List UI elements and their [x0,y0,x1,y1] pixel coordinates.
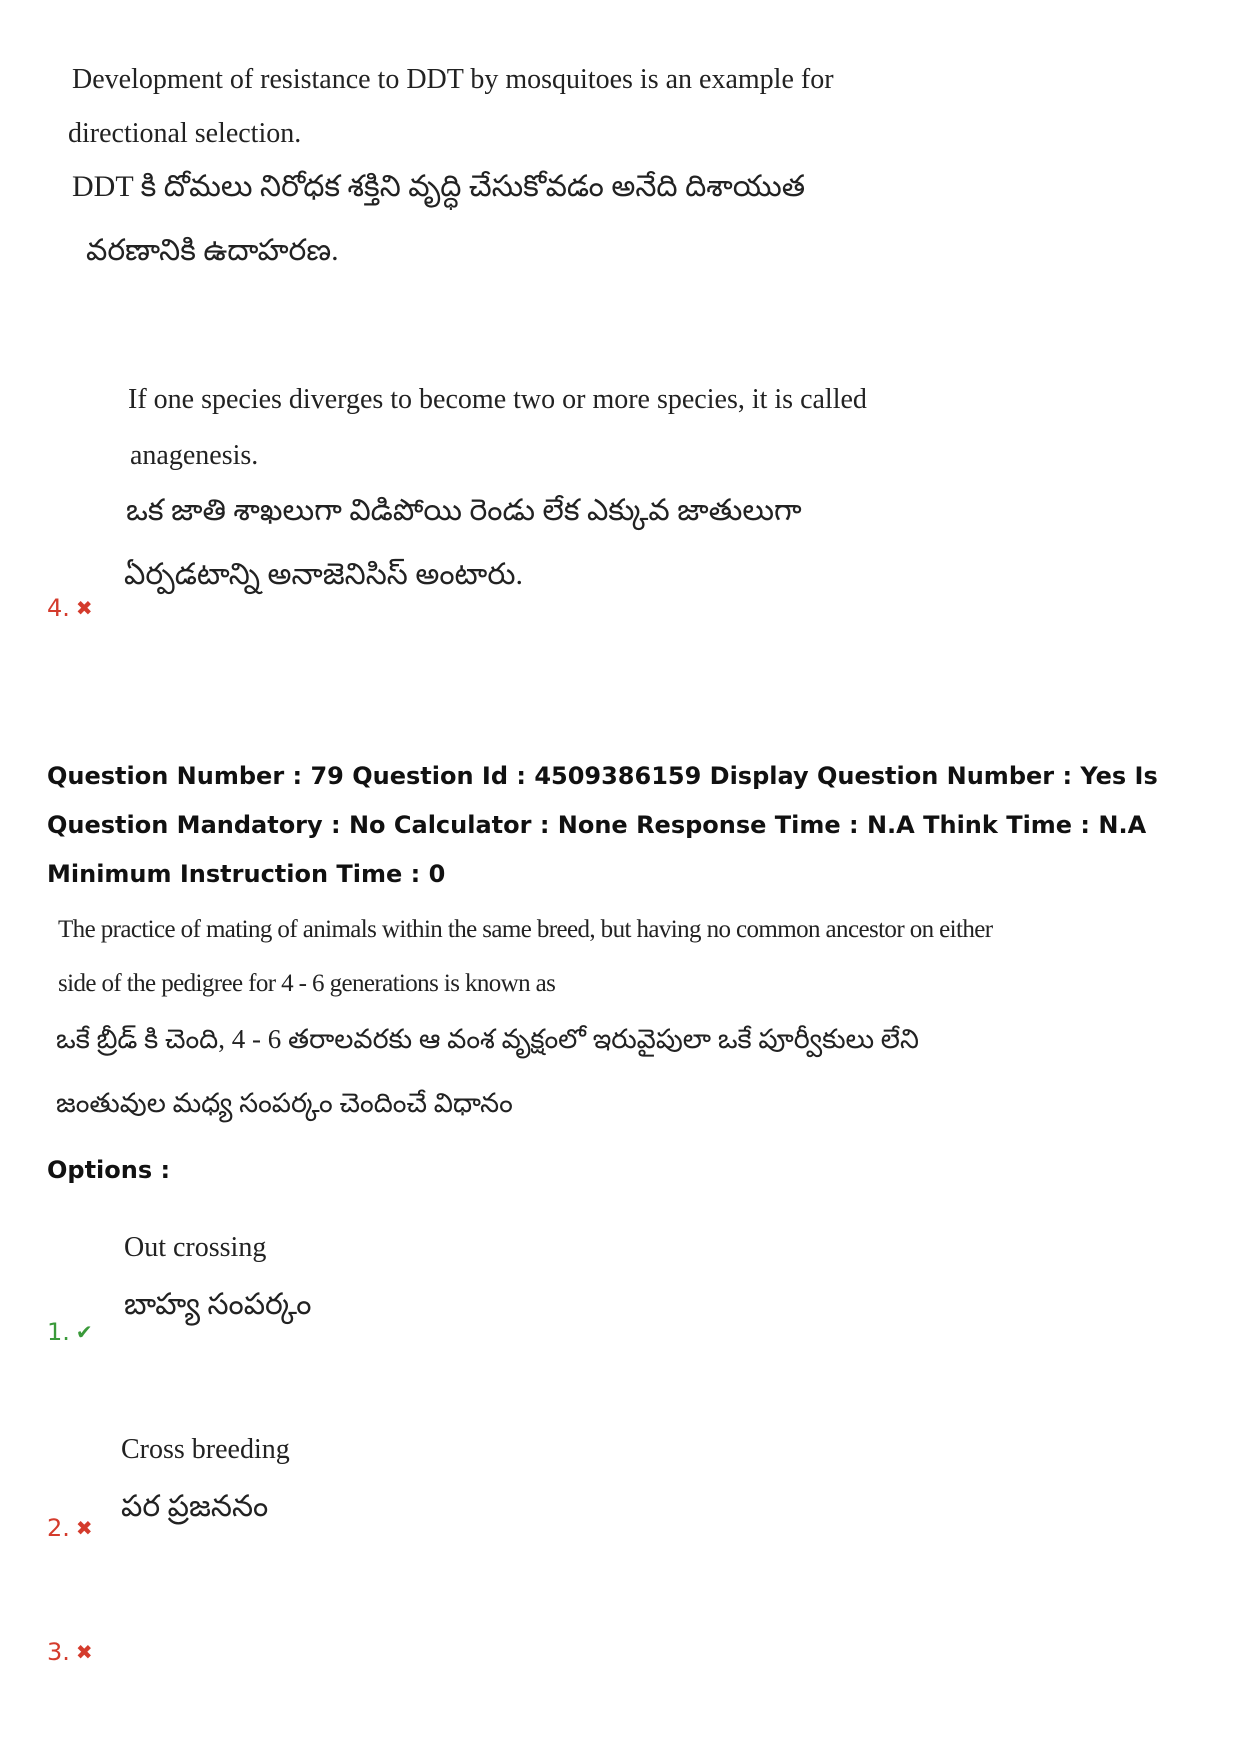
prev-option3-text-te-line1: DDT కి దోమలు నిరోధక శక్తిని వృద్ధి చేసుకోవడం అనేది దిశాయుత [72,170,806,203]
option1-number-label: 1. [47,1318,70,1346]
option1-text-te: బాహ్య సంపర్కం [124,1288,312,1321]
question-text-te-line2: జంతువుల మధ్య సంపర్కం చెందించే విధానం [56,1088,513,1118]
prev-option4-text-te-line2: ఏర్పడటాన్ని అనాజెనిసిస్ అంటారు. [124,558,523,591]
prev-option4-text-te-line1: ఒక జాతి శాఖలుగా విడిపోయి రెండు లేక ఎక్కువ జాతులుగా [126,494,802,527]
question-text-te-line1: ఒకే బ్రీడ్ కి చెంది, 4 - 6 తరాలవరకు ఆ వంశ వృక్షంలో ఇరువైపులా ఒకే పూర్వీకులు లేని [56,1024,919,1054]
prev-option3-text-te-line2: వరణానికి ఉదాహరణ. [86,234,339,267]
options-label: Options : [47,1156,171,1184]
wrong-mark-icon: ✖ [75,1516,93,1540]
option3-number-label: 3. [47,1638,70,1666]
prev-option4-number-label: 4. [47,594,70,622]
prev-option4-text-en-line2: anagenesis. [130,440,259,471]
prev-option3-text-en-line2: directional selection. [68,118,302,149]
prev-option4-number [47,594,93,622]
question-text-en-line1: The practice of mating of animals within the same breed, but having no common ancestor on either [58,916,993,943]
option2-number [47,1514,93,1542]
option1-number [47,1318,93,1346]
check-mark-icon: ✔ [75,1320,93,1344]
prev-option3-text-en-line1: Development of resistance to DDT by mosquitoes is an example for [72,64,834,95]
option1-text-en: Out crossing [124,1232,267,1263]
question-metadata: Question Number : 79 Question Id : 4509386159 Display Question Number : Yes Is Question Mandatory : No Calculator : None Response Time : N.A Think Time : N.A Minimum Instruction Time : 0 [47,762,1158,888]
wrong-mark-icon: ✖ [75,596,93,620]
option3-number [47,1638,93,1666]
option2-text-te: పర ప్రజననం [121,1490,269,1523]
question-text-en-line2: side of the pedigree for 4 - 6 generations is known as [58,970,556,997]
wrong-mark-icon: ✖ [75,1640,93,1664]
option2-number-label: 2. [47,1514,70,1542]
option2-text-en: Cross breeding [121,1434,290,1465]
prev-option4-text-en-line1: If one species diverges to become two or more species, it is called [128,384,867,415]
